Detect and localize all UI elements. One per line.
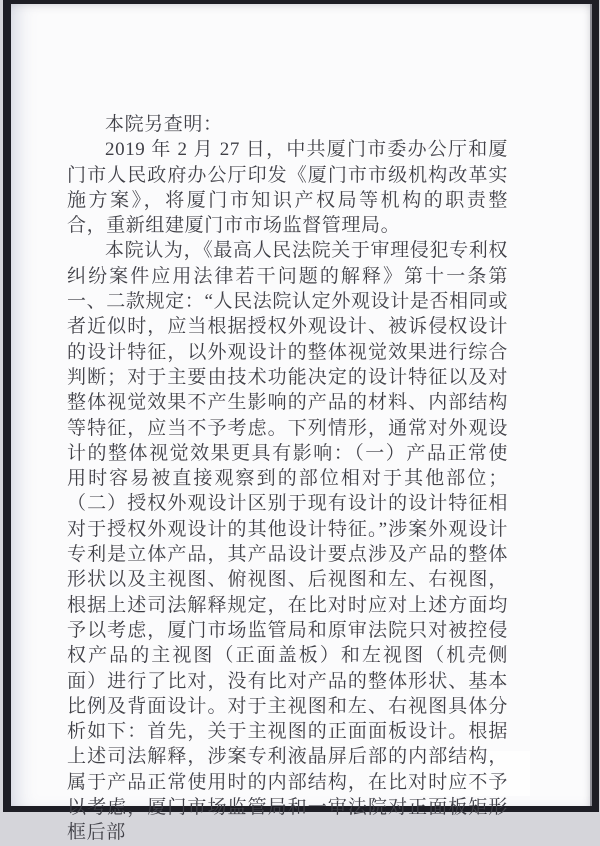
paragraph-court-findings-heading: 本院另查明： [105, 114, 223, 135]
document-text-block [67, 112, 508, 846]
paragraph-findings-facts: 2019 年 2 月 27 日，中共厦门市委办公厅和厦门市人民政府办公厅印发《厦门市市级机构改革实施方案》，将厦门市知识产权局等机构的职责整合，重新组建厦门市市场监督管理局。 [67, 139, 508, 237]
paragraph-court-opinion: 本院认为，《最高人民法院关于审理侵犯专利权纠纷案件应用法律若干问题的解释》第十一条第一、二款规定：“人民法院认定外观设计是否相同或者近似时，应当根据授权外观设计、被诉侵权设计的设计特征，以外观设计的整体视觉效果进行综合判断；对于主要由技术功能决定的设计特征以及对整体视觉效果不产生影响的产品的材料、内部结构等特征，应当不予考虑。下列情形，通常对外观设计的整体视觉效果更具有影响：（一）产品正常使用时容易被直接观察到的部位相对于其他部位；（二）授权外观设计区别于现有设计的设计特征相对于授权外观设计的其他设计特征。”涉案外观设计专利是立体产品，其产品设计要点涉及产品的整体形状以及主视图、俯视图、后视图和左、右视图，根据上述司法解释规定，在比对时应对上述方面均予以考虑，厦门市场监管局和原审法院只对被控侵权产品的主视图（正面盖板）和左视图（机壳侧面）进行了比对，没有比对产品的整体形状、基本比例及背面设计。对于主视图和左、右视图具体分析如下：首先，关于主视图的正面面板设计。根据上述司法解释，涉案专利液晶屏后部的内部结构，属于产品正常使用时的内部结构，在比对时应不予以考虑，厦门市场监管局和一审法院对正面板矩形框后部 [67, 240, 508, 844]
